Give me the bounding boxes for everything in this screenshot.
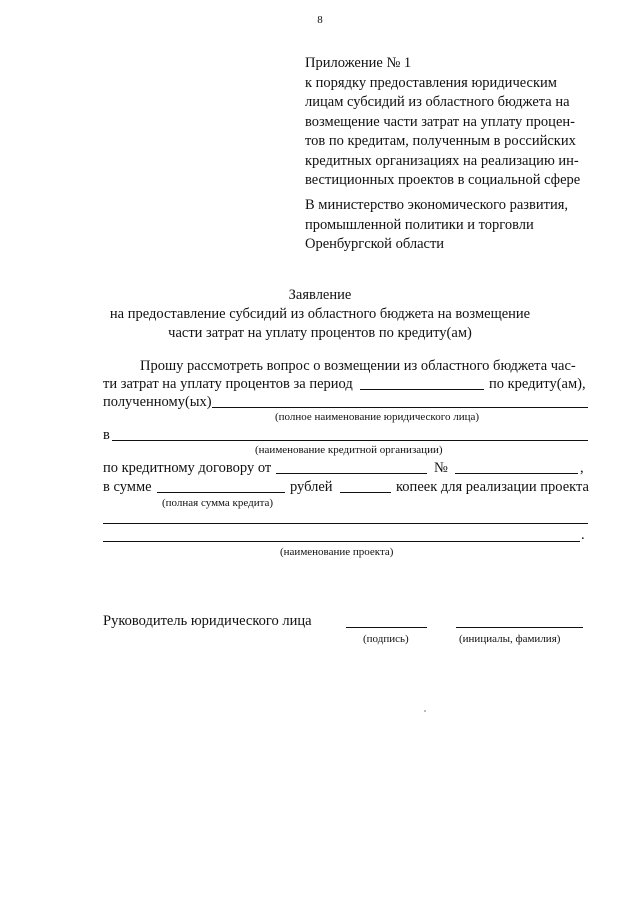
page-number: 8 <box>317 14 323 26</box>
caption-project: (наименование проекта) <box>280 546 394 558</box>
period-mark: . <box>581 527 585 543</box>
appendix-line: кредитных организациях на реализацию ин- <box>305 152 579 169</box>
body-line-5-start: по кредитному договору от <box>103 460 272 476</box>
body-line-3: полученному(ых) <box>103 394 212 410</box>
statement-heading <box>0 286 640 343</box>
addressee-line: Оренбургской области <box>305 236 445 252</box>
name-field[interactable] <box>456 627 583 628</box>
appendix-line: лицам субсидий из областного бюджета на <box>305 94 570 110</box>
scan-speck <box>424 710 426 712</box>
period-field[interactable] <box>360 389 484 390</box>
entity-name-field[interactable] <box>212 407 588 408</box>
appendix-line: возмещение части затрат на уплату процен- <box>305 113 575 130</box>
rubles-label: рублей <box>290 479 333 495</box>
statement-title: Заявление <box>288 287 352 303</box>
body-line-6-start: в сумме <box>103 479 152 495</box>
appendix-title: Приложение № 1 <box>305 55 412 71</box>
addressee-block <box>305 196 605 255</box>
appendix-line: вестиционных проектов в социальной сфере <box>305 172 581 188</box>
project-name-field-2[interactable] <box>103 541 580 542</box>
appendix-block <box>305 54 605 191</box>
addressee-line: В министерство экономического развития, <box>305 197 569 213</box>
kopecks-field[interactable] <box>340 492 391 493</box>
number-sign: № <box>434 460 448 476</box>
caption-bank: (наименование кредитной организации) <box>255 444 443 456</box>
body-line-6-end: копеек для реализации проекта <box>396 479 589 495</box>
statement-subtitle: части затрат на уплату процентов по кредиту(ам) <box>168 325 472 341</box>
contract-number-field[interactable] <box>455 473 578 474</box>
body-line-4: в <box>103 427 110 443</box>
caption-signature: (подпись) <box>363 633 409 645</box>
caption-sum: (полная сумма кредита) <box>162 497 274 509</box>
appendix-line: тов по кредитам, полученным в российских <box>305 133 576 149</box>
contract-date-field[interactable] <box>276 473 427 474</box>
project-name-field-1[interactable] <box>103 523 588 524</box>
bank-name-field[interactable] <box>112 440 588 441</box>
signature-field[interactable] <box>346 627 427 628</box>
caption-name: (инициалы, фамилия) <box>459 633 561 645</box>
statement-subtitle: на предоставление субсидий из областного бюджета на возмещение <box>109 306 531 322</box>
appendix-line: к порядку предоставления юридическим <box>305 74 557 91</box>
body-line-1: Прошу рассмотреть вопрос о возмещении из областного бюджета час- <box>140 358 576 374</box>
body-line-2-end: по кредиту(ам), <box>489 376 586 392</box>
comma: , <box>580 460 584 476</box>
loan-sum-field[interactable] <box>157 492 285 493</box>
body-line-2-start: ти затрат на уплату процентов за период <box>103 376 353 392</box>
caption-entity: (полное наименование юридического лица) <box>275 411 480 423</box>
addressee-line: промышленной политики и торговли <box>305 216 534 233</box>
signature-label: Руководитель юридического лица <box>103 613 312 629</box>
